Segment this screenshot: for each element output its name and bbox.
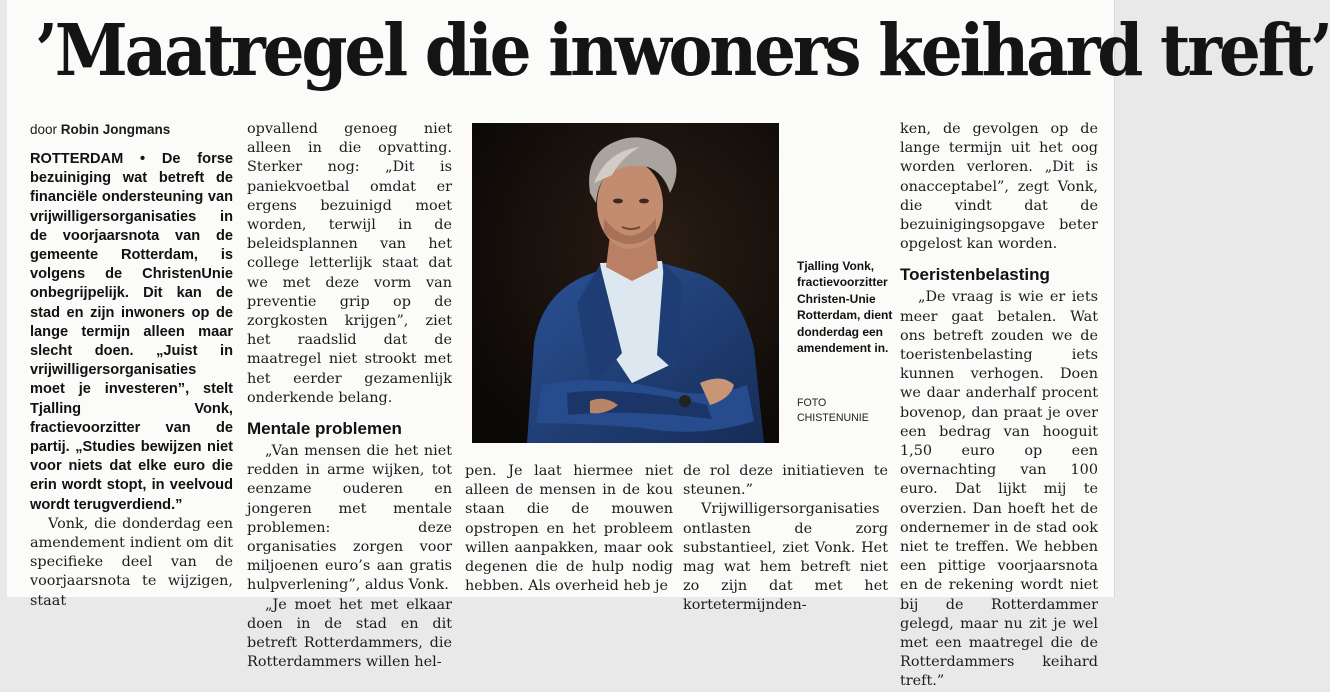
subhead-toeristenbelasting: Toeristenbelasting (900, 265, 1050, 285)
body-paragraph: Vonk, die donderdag een amendement indient om dit specifieke deel van de voorjaarsnota te wijzigen, staat (30, 515, 233, 609)
body-paragraph: „Van mensen die het niet redden in arme wijken, tot eenzame ouderen en jongeren met mentale problemen: deze organisaties zorgen voor miljoenen euro’s aan gratis hulpverlening”, aldus Vonk. (247, 443, 452, 594)
column-2 (247, 120, 452, 672)
headline: ’Maatregel die inwoners keihard treft’ (35, 7, 1330, 93)
column-1 (30, 120, 233, 611)
body-paragraph: pen. Je laat hiermee niet alleen de mensen in de kou staan die de mouwen opstropen en het probleem willen aanpakken, maar ook degenen die de hulp nodig hebben. Als overheid heb je (465, 463, 673, 595)
lead-paragraph (30, 150, 233, 515)
portrait-illustration (472, 123, 779, 443)
byline-prefix: door (30, 122, 58, 137)
byline (30, 120, 233, 139)
body-paragraph: Vrijwilligersorganisaties ontlasten de zorg substantieel, ziet Vonk. Het mag wat hem betreft niet zo zijn dat met het kortetermijnden- (683, 501, 888, 614)
column-4 (683, 462, 888, 616)
newspaper-page (7, 0, 1330, 690)
lead-text: De forse bezuiniging wat betreft de financiële ondersteuning van vrijwilligersorganisaties in de voorjaarsnota van de gemeente Rotterdam, is volgens de ChristenUnie onbegrijpelijk. Dit kan de stad en zijn inwoners op de lange termijn alleen maar slecht doen. „Juist in vrijwilligersorganisaties moet je investeren”, stelt Tjalling Vonk, fractievoorzitter van de partij. „Studies bewijzen niet voor niets dat elke euro die erin wordt stopt, in veelvoud wordt terugverdiend.” (30, 151, 233, 513)
body-paragraph: „De vraag is wie er iets meer gaat betalen. Wat ons betreft zouden we de toeristenbelasting iets kunnen verhogen. Doen we daar anderhalf procent bovenop, dan praat je over een bedrag van hooguit 1,50 euro op een overnachting van 100 euro. Dat lijkt mij te overzien. Dan hoeft het de ondernemer in de stad ook niet te treffen. We hebben een pittige voorjaarsnota en de rekening wordt niet bij de Rotterdammer gelegd, maar nu zit je wel met een maatregel die de Rotterdammers keihard treft.” (900, 289, 1098, 690)
photo-caption: Tjalling Vonk, fractievoorzitter Christen-Unie Rotterdam, dient donderdag een amendement in. (797, 259, 893, 356)
body-paragraph: opvallend genoeg niet alleen in die opvatting. Sterker nog: „Dit is paniekvoetbal omdat er ergens bezuinigd moet worden, terwijl in de beleidsplannen van het college letterlijk staat dat we met deze vorm van preventie grip op de zorgkosten krijgen”, ziet het raadslid dat de maatregel niet strookt met het eerder gezamenlijk onderkende belang. (247, 121, 452, 406)
body-paragraph: „Je moet het met elkaar doen in de stad en dit betreft Rotterdammers, die Rotterdammers willen hel- (247, 596, 452, 671)
author-name: Robin Jongmans (60, 122, 171, 137)
column-3 (465, 462, 673, 596)
body-paragraph: ken, de gevolgen op de lange termijn uit het oog worden verloren. „Dit is onacceptabel”, zegt Vonk, die vindt dat de bezuinigingsopgave beter opgelost kan worden. (900, 121, 1098, 253)
subhead-mentale-problemen: Mentale problemen (247, 419, 402, 439)
body-paragraph: de rol deze initiatieven te steunen.” (683, 463, 888, 499)
portrait-photo (472, 123, 779, 443)
column-5 (900, 120, 1098, 692)
photo-credit: FOTO CHISTENUNIE (797, 397, 869, 424)
dateline: ROTTERDAM • (30, 151, 146, 167)
